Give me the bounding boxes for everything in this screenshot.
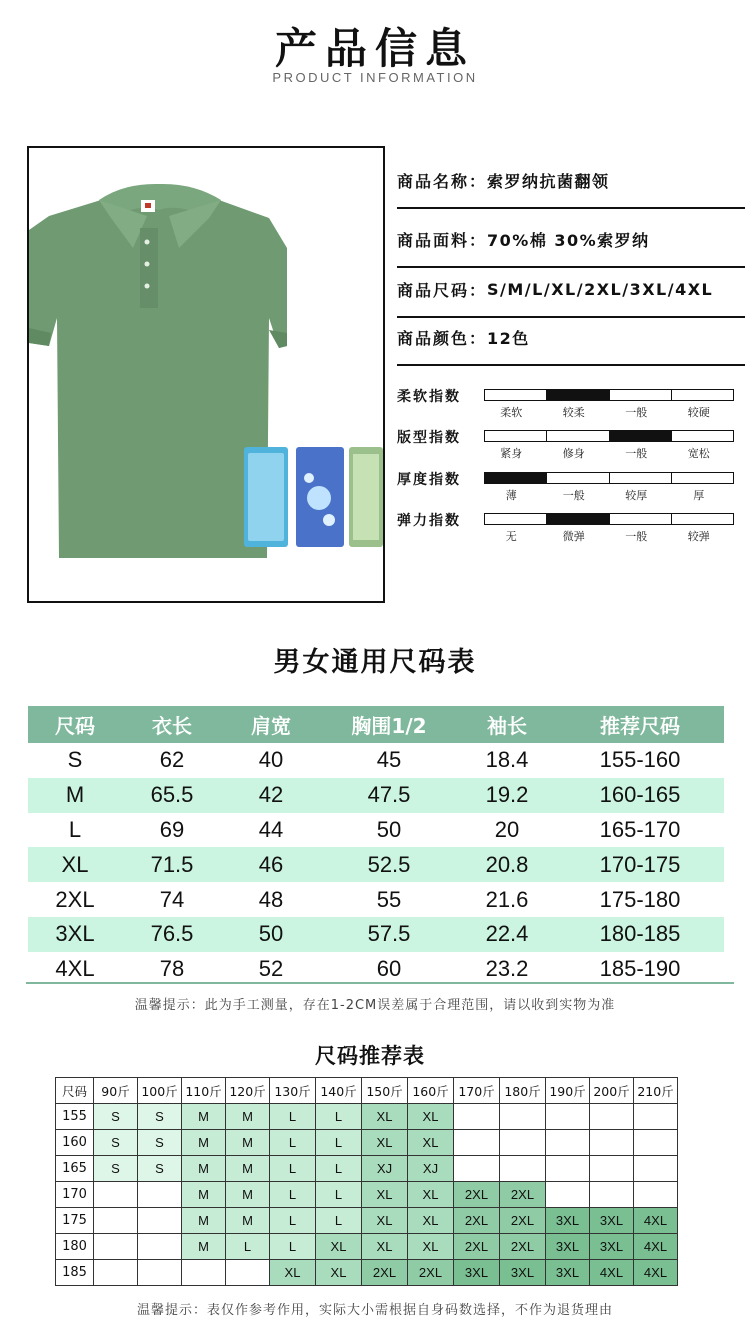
- size-cell: S: [67, 747, 83, 773]
- weight-header: 130斤: [270, 1078, 316, 1104]
- size-cell: 23.2: [485, 956, 529, 982]
- index-option: 修身: [562, 447, 585, 460]
- recommend-cell: XL: [408, 1208, 454, 1234]
- index-segment: [547, 390, 609, 400]
- size-cell: 2XL: [55, 886, 95, 912]
- recommend-cell: [590, 1182, 634, 1208]
- size-cell: 52: [258, 956, 284, 982]
- weight-header: 110斤: [182, 1078, 226, 1104]
- recommend-cell: M: [182, 1130, 226, 1156]
- index-segment: [485, 390, 547, 400]
- recommend-cell: L: [270, 1208, 316, 1234]
- recommend-body: [56, 1104, 678, 1286]
- recommend-cell: [94, 1208, 138, 1234]
- recommend-cell: [454, 1130, 500, 1156]
- size-cell: 180-185: [556, 917, 724, 952]
- recommend-cell: [546, 1130, 590, 1156]
- recommend-cell: XJ: [408, 1156, 454, 1182]
- column-header: 袖长: [458, 706, 556, 743]
- index-segment: [610, 514, 672, 524]
- size-cell: 175-180: [599, 886, 681, 912]
- recommend-cell: [546, 1156, 590, 1182]
- size-row: [28, 813, 724, 848]
- recommend-cell: S: [94, 1156, 138, 1182]
- recommend-table: [55, 1077, 678, 1286]
- size-cell: 48: [258, 886, 284, 912]
- recommend-cell: M: [182, 1182, 226, 1208]
- size-cell: 57.5: [320, 917, 458, 952]
- index-segment: [547, 514, 609, 524]
- size-cell: 20.8: [458, 847, 556, 882]
- info-value: 索罗纳抗菌翻领: [487, 171, 610, 191]
- recommend-cell: 4XL: [634, 1260, 678, 1286]
- size-cell: 50: [222, 917, 320, 952]
- page-subtitle: PRODUCT INFORMATION: [272, 70, 478, 85]
- size-cell: 45: [376, 747, 402, 773]
- recommend-cell: XL: [408, 1130, 454, 1156]
- recommend-cell: [546, 1104, 590, 1130]
- index-label-elasticity: 弹力指数: [397, 513, 461, 529]
- weight-header: 160斤: [408, 1078, 454, 1104]
- recommend-cell: 2XL: [500, 1182, 546, 1208]
- recommend-cell: L: [270, 1104, 316, 1130]
- height-label: 185: [56, 1260, 94, 1286]
- recommend-cell: XL: [270, 1260, 316, 1286]
- size-cell: L: [68, 816, 82, 842]
- weight-header: 190斤: [546, 1078, 590, 1104]
- recommend-cell: L: [270, 1234, 316, 1260]
- weight-header: 150斤: [362, 1078, 408, 1104]
- index-option: 较硬: [687, 406, 710, 419]
- recommend-cell: 2XL: [362, 1260, 408, 1286]
- index-option: 柔软: [500, 406, 523, 419]
- size-row: [28, 847, 724, 882]
- recommend-cell: XL: [408, 1104, 454, 1130]
- weight-header: 210斤: [634, 1078, 678, 1104]
- recommend-cell: XL: [408, 1234, 454, 1260]
- recommend-cell: [138, 1260, 182, 1286]
- size-cell: 40: [258, 747, 284, 773]
- recommend-cell: M: [226, 1208, 270, 1234]
- recommend-row: [56, 1104, 678, 1130]
- info-key: 商品面料：: [397, 230, 488, 250]
- recommend-cell: [634, 1182, 678, 1208]
- size-cell: 55: [376, 886, 402, 912]
- size-row: [28, 917, 724, 952]
- recommend-cell: S: [138, 1130, 182, 1156]
- product-photo: [27, 146, 385, 603]
- recommend-cell: [454, 1156, 500, 1182]
- recommend-cell: S: [138, 1104, 182, 1130]
- index-option: 厚: [693, 489, 705, 502]
- size-row: [28, 743, 724, 778]
- size-cell: 47.5: [320, 778, 458, 813]
- size-cell: 69: [159, 816, 185, 842]
- size-cell: 170-175: [556, 847, 724, 882]
- recommend-cell: [546, 1182, 590, 1208]
- index-bar-thickness: [484, 472, 734, 484]
- recommend-cell: [138, 1234, 182, 1260]
- size-row: [28, 882, 724, 917]
- size-chart-body: [28, 743, 724, 987]
- recommend-cell: [500, 1130, 546, 1156]
- recommend-cell: 2XL: [454, 1234, 500, 1260]
- size-cell: XL: [28, 847, 122, 882]
- recommend-cell: M: [226, 1156, 270, 1182]
- index-bar-elasticity: [484, 513, 734, 525]
- recommend-cell: 3XL: [500, 1260, 546, 1286]
- index-segment: [610, 431, 672, 441]
- weight-header: 100斤: [138, 1078, 182, 1104]
- recommend-cell: XJ: [362, 1156, 408, 1182]
- size-chart-table: [28, 706, 724, 987]
- recommend-cell: [590, 1130, 634, 1156]
- size-cell: M: [28, 778, 122, 813]
- recommend-cell: 4XL: [634, 1234, 678, 1260]
- size-row: [28, 778, 724, 813]
- size-cell: 3XL: [28, 917, 122, 952]
- height-label: 175: [56, 1208, 94, 1234]
- index-option: 紧身: [500, 447, 523, 460]
- size-cell: 19.2: [458, 778, 556, 813]
- size-cell: 21.6: [485, 886, 529, 912]
- column-header: 推荐尺码: [556, 706, 724, 743]
- corner-header: 尺码: [56, 1078, 94, 1104]
- index-segment: [672, 473, 733, 483]
- size-cell: 22.4: [458, 917, 556, 952]
- size-cell: 44: [258, 816, 284, 842]
- recommend-row: [56, 1260, 678, 1286]
- recommend-header: [56, 1078, 678, 1104]
- recommend-cell: M: [182, 1104, 226, 1130]
- index-option: 一般: [625, 447, 648, 460]
- recommend-cell: [590, 1156, 634, 1182]
- column-header: 肩宽: [222, 706, 320, 743]
- info-row-name: [397, 153, 745, 209]
- recommend-cell: 3XL: [546, 1234, 590, 1260]
- index-label-fit: 版型指数: [397, 430, 461, 446]
- size-cell: 62: [159, 747, 185, 773]
- height-label: 165: [56, 1156, 94, 1182]
- recommend-cell: [634, 1156, 678, 1182]
- recommend-cell: L: [316, 1130, 362, 1156]
- column-header: 胸围1/2: [320, 706, 458, 743]
- info-value: 70%棉 30%索罗纳: [487, 230, 650, 250]
- index-segment: [485, 431, 547, 441]
- recommend-cell: 3XL: [546, 1260, 590, 1286]
- recommend-cell: M: [226, 1104, 270, 1130]
- index-option: 微弹: [562, 530, 585, 543]
- info-value: S/M/L/XL/2XL/3XL/4XL: [487, 279, 714, 299]
- recommend-cell: [94, 1182, 138, 1208]
- recommend-cell: [590, 1104, 634, 1130]
- recommend-cell: [454, 1104, 500, 1130]
- recommend-cell: 3XL: [590, 1234, 634, 1260]
- recommend-cell: XL: [362, 1104, 408, 1130]
- index-option: 一般: [562, 489, 585, 502]
- recommend-cell: L: [270, 1182, 316, 1208]
- index-label-softness: 柔软指数: [397, 389, 461, 405]
- recommend-cell: [500, 1104, 546, 1130]
- index-option: 无: [505, 530, 517, 543]
- recommend-row: [56, 1130, 678, 1156]
- recommend-cell: XL: [316, 1234, 362, 1260]
- size-chart-title: 男女通用尺码表: [273, 647, 477, 678]
- size-cell: 18.4: [485, 747, 529, 773]
- recommend-cell: M: [226, 1130, 270, 1156]
- recommend-cell: XL: [362, 1182, 408, 1208]
- weight-header: 120斤: [226, 1078, 270, 1104]
- size-cell: 74: [159, 886, 185, 912]
- info-key: 商品颜色：: [397, 328, 488, 348]
- index-options-softness: [480, 404, 730, 420]
- recommend-cell: M: [182, 1208, 226, 1234]
- recommend-cell: S: [138, 1156, 182, 1182]
- size-cell: 165-170: [599, 816, 681, 842]
- index-segment: [610, 390, 672, 400]
- recommend-cell: 4XL: [590, 1260, 634, 1286]
- index-segment: [672, 514, 733, 524]
- index-bar-softness: [484, 389, 734, 401]
- index-option: 较柔: [562, 406, 585, 419]
- recommend-cell: L: [270, 1156, 316, 1182]
- recommend-cell: 2XL: [454, 1182, 500, 1208]
- recommend-title: 尺码推荐表: [315, 1044, 425, 1068]
- recommend-cell: [94, 1260, 138, 1286]
- recommend-cell: XL: [362, 1208, 408, 1234]
- size-cell: 42: [222, 778, 320, 813]
- recommend-cell: [226, 1260, 270, 1286]
- index-segment: [485, 514, 547, 524]
- size-cell: 155-160: [599, 747, 681, 773]
- recommend-cell: S: [94, 1130, 138, 1156]
- recommend-cell: S: [94, 1104, 138, 1130]
- index-option: 薄: [505, 489, 517, 502]
- recommend-cell: 4XL: [634, 1208, 678, 1234]
- recommend-cell: L: [316, 1182, 362, 1208]
- index-segment: [547, 473, 609, 483]
- recommend-cell: [138, 1208, 182, 1234]
- size-cell: 65.5: [122, 778, 222, 813]
- polo-shirt-illustration: [29, 148, 383, 601]
- recommend-cell: L: [226, 1234, 270, 1260]
- recommend-cell: [182, 1260, 226, 1286]
- recommend-cell: [634, 1130, 678, 1156]
- index-options-fit: [480, 445, 730, 461]
- recommend-cell: L: [316, 1208, 362, 1234]
- recommend-cell: L: [316, 1156, 362, 1182]
- recommend-row: [56, 1182, 678, 1208]
- recommend-cell: [94, 1234, 138, 1260]
- recommend-cell: M: [182, 1234, 226, 1260]
- recommend-cell: 2XL: [408, 1260, 454, 1286]
- hang-tags: [244, 447, 383, 547]
- recommend-cell: 2XL: [454, 1208, 500, 1234]
- recommend-row: [56, 1208, 678, 1234]
- size-cell: 50: [376, 816, 402, 842]
- recommend-cell: L: [270, 1130, 316, 1156]
- index-segment: [610, 473, 672, 483]
- index-segment: [672, 431, 733, 441]
- size-cell: 78: [159, 956, 185, 982]
- recommend-cell: 2XL: [500, 1208, 546, 1234]
- recommend-cell: XL: [362, 1130, 408, 1156]
- size-cell: 60: [376, 956, 402, 982]
- size-cell: 71.5: [122, 847, 222, 882]
- recommend-cell: M: [182, 1156, 226, 1182]
- index-segment: [485, 473, 547, 483]
- info-key: 商品尺码：: [397, 280, 488, 300]
- recommend-cell: 3XL: [590, 1208, 634, 1234]
- index-label-thickness: 厚度指数: [397, 472, 461, 488]
- index-options-elasticity: [480, 528, 730, 544]
- height-label: 155: [56, 1104, 94, 1130]
- recommend-cell: [634, 1104, 678, 1130]
- recommend-cell: [138, 1182, 182, 1208]
- index-segment: [547, 431, 609, 441]
- page-title: 产品信息: [274, 24, 475, 73]
- recommend-cell: 2XL: [500, 1234, 546, 1260]
- index-option: 较弹: [687, 530, 710, 543]
- recommend-cell: [500, 1156, 546, 1182]
- weight-header: 140斤: [316, 1078, 362, 1104]
- recommend-cell: 3XL: [454, 1260, 500, 1286]
- recommend-cell: 3XL: [546, 1208, 590, 1234]
- info-value: 12色: [487, 328, 530, 348]
- index-option: 宽松: [687, 447, 710, 460]
- size-cell: 4XL: [55, 956, 95, 982]
- column-header: 尺码: [28, 706, 122, 743]
- index-bar-fit: [484, 430, 734, 442]
- recommend-cell: L: [316, 1104, 362, 1130]
- index-options-thickness: [480, 487, 730, 503]
- weight-header: 180斤: [500, 1078, 546, 1104]
- size-cell: 185-190: [599, 956, 681, 982]
- column-header: 衣长: [122, 706, 222, 743]
- size-chart-header: [28, 706, 724, 743]
- height-label: 170: [56, 1182, 94, 1208]
- info-row-fabric: [397, 212, 745, 268]
- index-option: 一般: [625, 530, 648, 543]
- index-segment: [672, 390, 733, 400]
- size-cell: 20: [494, 816, 520, 842]
- size-chart-note: 温馨提示：此为手工测量，存在1-2CM误差属于合理范围，请以收到实物为准: [134, 998, 616, 1013]
- divider: [26, 982, 734, 984]
- recommend-row: [56, 1234, 678, 1260]
- recommend-cell: XL: [362, 1234, 408, 1260]
- size-cell: 160-165: [556, 778, 724, 813]
- recommend-row: [56, 1156, 678, 1182]
- recommend-cell: XL: [408, 1182, 454, 1208]
- size-cell: 52.5: [320, 847, 458, 882]
- recommend-note: 温馨提示：表仅作参考作用，实际大小需根据自身码数选择，不作为退货理由: [136, 1303, 613, 1318]
- weight-header: 200斤: [590, 1078, 634, 1104]
- index-option: 较厚: [625, 489, 648, 502]
- recommend-cell: M: [226, 1182, 270, 1208]
- index-option: 一般: [625, 406, 648, 419]
- size-cell: 46: [222, 847, 320, 882]
- recommend-cell: XL: [316, 1260, 362, 1286]
- height-label: 180: [56, 1234, 94, 1260]
- info-row-colors: [397, 310, 745, 366]
- weight-header: 170斤: [454, 1078, 500, 1104]
- weight-header: 90斤: [94, 1078, 138, 1104]
- info-key: 商品名称：: [397, 171, 488, 191]
- height-label: 160: [56, 1130, 94, 1156]
- size-cell: 76.5: [122, 917, 222, 952]
